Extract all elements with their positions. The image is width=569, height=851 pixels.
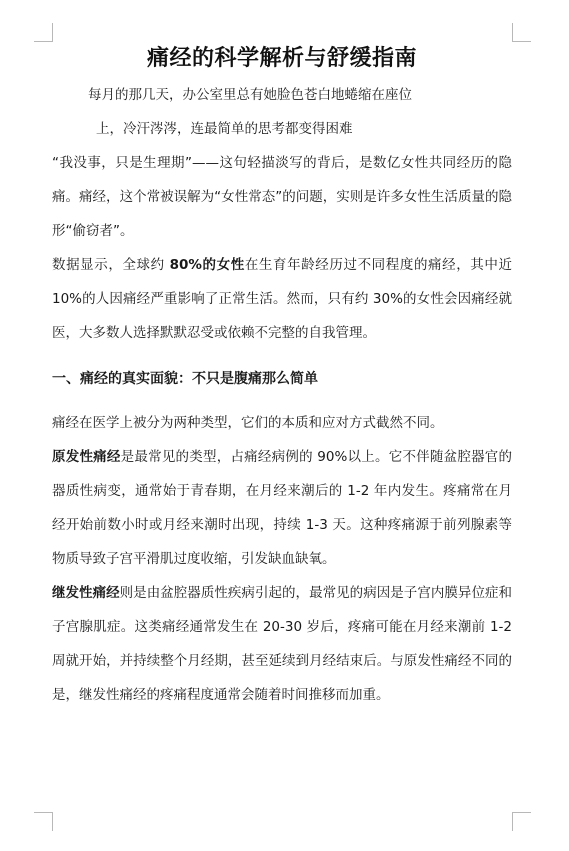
secondary-text: 则是由盆腔器质性疾病引起的，最常见的病因是子宫内膜异位症和子宫腺肌症。这类痛经通常发生在 20-30 岁后，疼痛可能在月经来潮前 1-2 周就开始，并持续整个月经期，甚至延续到月经结束后。与原发性痛经不同的是，继发性痛经的疼痛程度通常会随着时间推移而加重。 — [52, 585, 513, 703]
quote-paragraph: “我没事，只是生理期”——这句轻描淡写的背后，是数亿女性共同经历的隐痛。痛经，这个常被误解为“女性常态”的问题，实则是许多女性生活质量的隐形“偷窃者”。 — [52, 155, 512, 239]
intro-paragraph — [52, 78, 512, 146]
document-body — [52, 38, 512, 712]
primary-text: 是最常见的类型，占痛经病例的 90%以上。它不伴随盆腔器官的器质性病变，通常始于青春期，在月经来潮后的 1-2 年内发生。疼痛常在月经开始前数小时或月经来潮时出现，持续 1-3 天。这种疼痛源于前列腺素等物质导致子宫平滑肌过度收缩，引发缺血缺氧。 — [52, 449, 513, 567]
statistics-text-after: 在生育年龄经历过不同程度的痛经，其中近 10%的人因痛经严重影响了正常生活。然而，只有约 30%的女性会因痛经就医，大多数人选择默默忍受或依赖不完整的自我管理。 — [52, 257, 512, 341]
secondary-term: 继发性痛经 — [52, 585, 120, 601]
document-title: 痛经的科学解析与舒缓指南 — [146, 45, 417, 71]
crop-mark-bottom-right — [512, 812, 531, 831]
crop-mark-top-right — [512, 23, 531, 42]
primary-term: 原发性痛经 — [52, 449, 121, 465]
statistics-highlight: 80%的女性 — [169, 257, 245, 273]
intro-line-2: 上，冷汗涔涔，连最简单的思考都变得困难 — [96, 121, 353, 137]
crop-mark-top-left — [34, 23, 53, 42]
types-paragraph: 痛经在医学上被分为两种类型，它们的本质和应对方式截然不同。 — [52, 415, 444, 431]
primary-dysmenorrhea-paragraph — [52, 440, 512, 576]
statistics-paragraph — [52, 248, 512, 350]
statistics-text-before: 数据显示，全球约 — [52, 257, 170, 273]
intro-line-1: 每月的那几天，办公室里总有她脸色苍白地蜷缩在座位 — [88, 87, 412, 103]
crop-mark-bottom-left — [34, 812, 53, 831]
secondary-dysmenorrhea-paragraph — [52, 576, 512, 712]
section-heading-1: 一、痛经的真实面貌：不只是腹痛那么简单 — [52, 371, 318, 387]
